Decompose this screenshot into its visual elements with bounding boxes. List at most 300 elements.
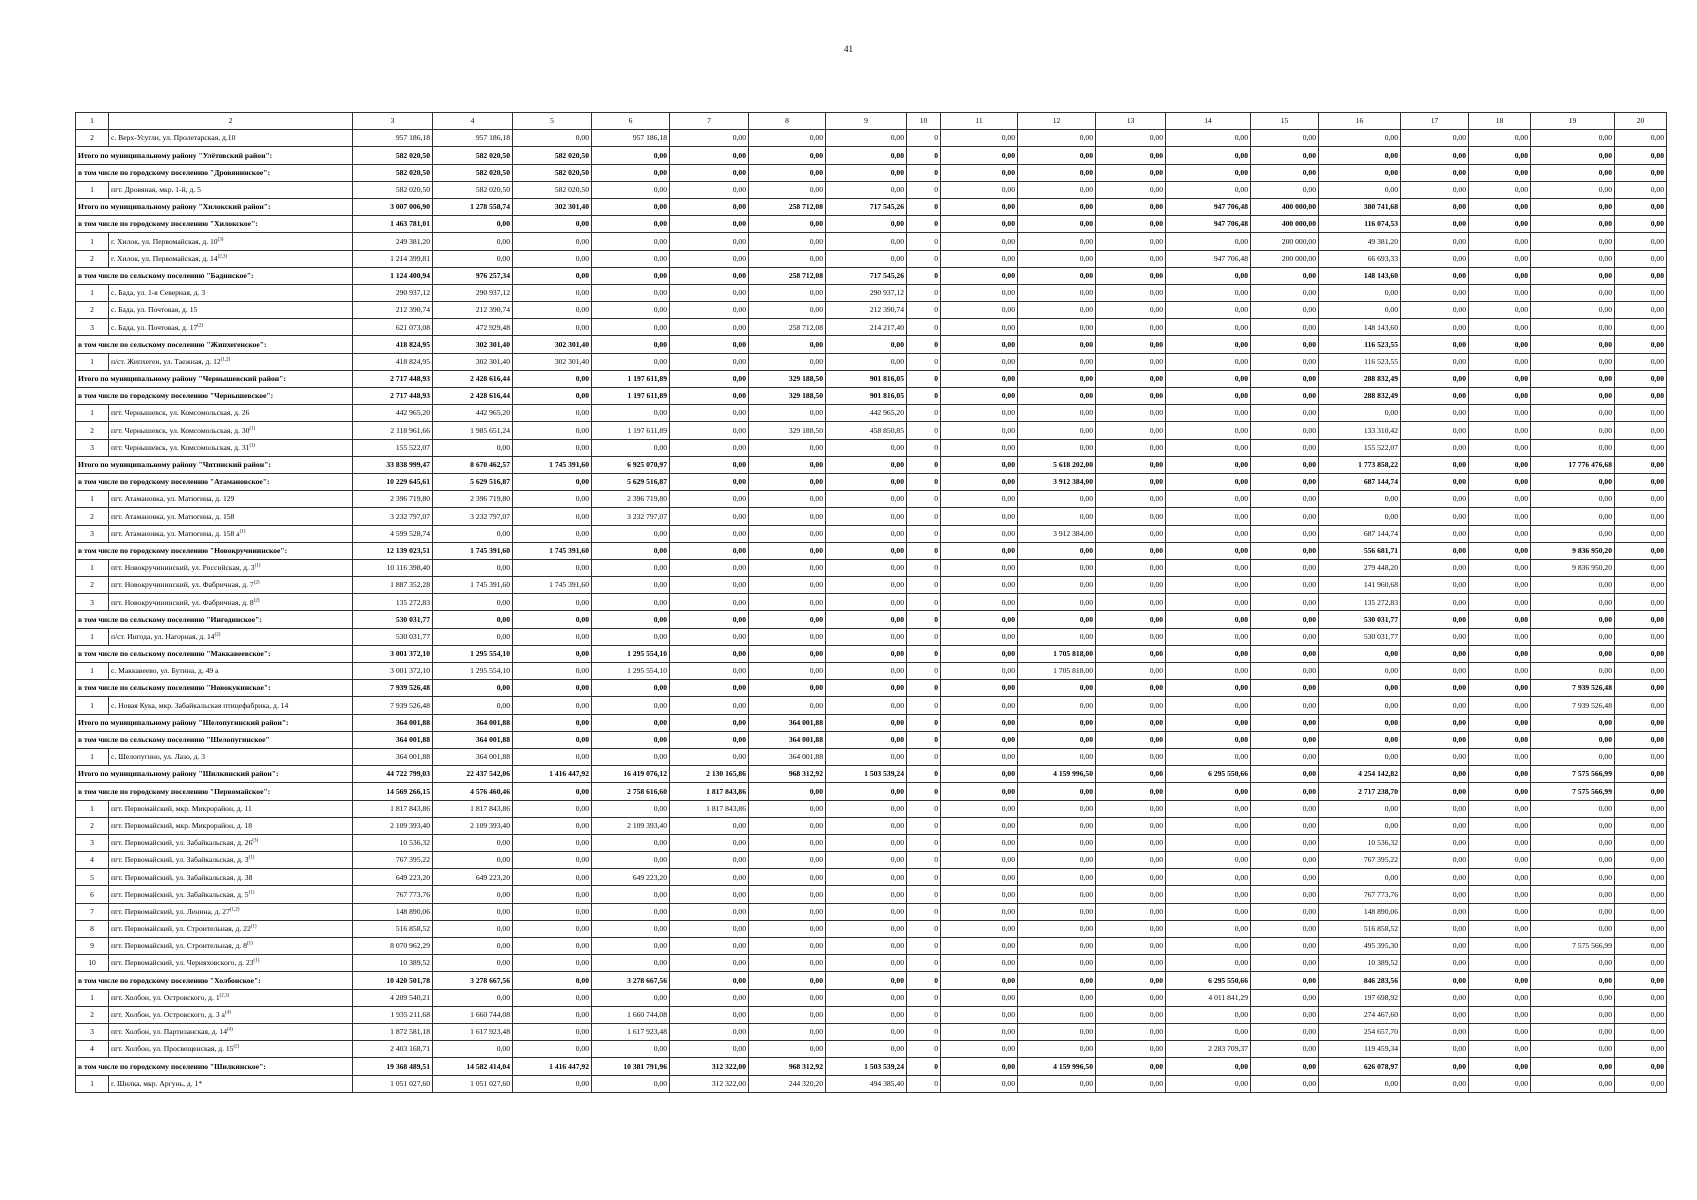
value-col-19: 0,00 (1531, 852, 1615, 869)
value-col-12: 0,00 (1018, 542, 1096, 559)
value-col-15: 0,00 (1251, 886, 1319, 903)
footnote-mark: (2,3) (219, 993, 230, 999)
value-col-20: 0,00 (1615, 198, 1667, 215)
value-col-15: 0,00 (1251, 147, 1319, 164)
value-col-14: 0,00 (1166, 903, 1251, 920)
column-header-1: 1 (76, 113, 109, 130)
value-col-7: 0,00 (670, 834, 749, 851)
value-col-11: 0,00 (941, 353, 1018, 370)
address-cell (109, 955, 353, 972)
address-cell (109, 439, 353, 456)
value-col-11: 0,00 (941, 594, 1018, 611)
subtotal-label: Итого по муниципальному району "Шилкинский район": (76, 766, 353, 783)
value-col-11: 0,00 (941, 147, 1018, 164)
value-col-4: 472 929,48 (433, 319, 513, 336)
value-col-17: 0,00 (1401, 508, 1469, 525)
value-col-19: 0,00 (1531, 370, 1615, 387)
value-col-12: 0,00 (1018, 800, 1096, 817)
value-col-8: 0,00 (749, 869, 826, 886)
value-col-20: 0,00 (1615, 783, 1667, 800)
value-col-8: 0,00 (749, 216, 826, 233)
value-col-14: 0,00 (1166, 1058, 1251, 1075)
value-col-13: 0,00 (1096, 817, 1166, 834)
value-col-6: 0,00 (592, 714, 670, 731)
value-col-7: 1 817 843,86 (670, 800, 749, 817)
value-col-11: 0,00 (941, 198, 1018, 215)
value-col-7: 0,00 (670, 542, 749, 559)
address-cell (109, 577, 353, 594)
value-col-5: 0,00 (513, 817, 592, 834)
value-col-13: 0,00 (1096, 1058, 1166, 1075)
value-col-3: 10 116 398,40 (353, 559, 433, 576)
subtotal-row (76, 1058, 1667, 1075)
value-col-5: 0,00 (513, 731, 592, 748)
value-col-9: 0,00 (826, 972, 907, 989)
value-col-17: 0,00 (1401, 1075, 1469, 1092)
value-col-14: 0,00 (1166, 697, 1251, 714)
value-col-7: 0,00 (670, 370, 749, 387)
value-col-14: 0,00 (1166, 577, 1251, 594)
row-number: 1 (76, 559, 109, 576)
value-col-12: 0,00 (1018, 972, 1096, 989)
value-col-14: 947 706,48 (1166, 216, 1251, 233)
value-col-6: 0,00 (592, 284, 670, 301)
value-col-14: 6 295 550,66 (1166, 766, 1251, 783)
value-col-12: 0,00 (1018, 336, 1096, 353)
value-col-6: 5 629 516,87 (592, 473, 670, 490)
value-col-17: 0,00 (1401, 388, 1469, 405)
value-col-20: 0,00 (1615, 697, 1667, 714)
value-col-9: 0,00 (826, 508, 907, 525)
value-col-18: 0,00 (1469, 508, 1531, 525)
row-number: 1 (76, 748, 109, 765)
value-col-6: 2 109 393,40 (592, 817, 670, 834)
value-col-4: 22 437 542,06 (433, 766, 513, 783)
value-col-3: 19 368 489,51 (353, 1058, 433, 1075)
value-col-4: 290 937,12 (433, 284, 513, 301)
value-col-12: 0,00 (1018, 388, 1096, 405)
footnote-mark: (1) (248, 890, 255, 896)
value-col-6: 2 758 616,60 (592, 783, 670, 800)
value-col-11: 0,00 (941, 748, 1018, 765)
value-col-18: 0,00 (1469, 903, 1531, 920)
value-col-20: 0,00 (1615, 302, 1667, 319)
value-col-20: 0,00 (1615, 852, 1667, 869)
address-cell (109, 1006, 353, 1023)
value-col-20: 0,00 (1615, 663, 1667, 680)
value-col-6: 0,00 (592, 834, 670, 851)
value-col-9: 0,00 (826, 611, 907, 628)
value-col-14: 0,00 (1166, 491, 1251, 508)
value-col-19: 0,00 (1531, 663, 1615, 680)
value-col-8: 0,00 (749, 542, 826, 559)
address-cell (109, 559, 353, 576)
value-col-8: 968 312,92 (749, 1058, 826, 1075)
value-col-15: 0,00 (1251, 130, 1319, 147)
value-col-16: 530 031,77 (1319, 611, 1401, 628)
value-col-13: 0,00 (1096, 748, 1166, 765)
value-col-14: 0,00 (1166, 834, 1251, 851)
value-col-20: 0,00 (1615, 800, 1667, 817)
table-row (76, 130, 1667, 147)
column-header-3: 3 (353, 113, 433, 130)
value-col-14: 0,00 (1166, 1006, 1251, 1023)
value-col-6: 2 396 719,80 (592, 491, 670, 508)
value-col-20: 0,00 (1615, 491, 1667, 508)
value-col-3: 10 536,32 (353, 834, 433, 851)
value-col-14: 0,00 (1166, 886, 1251, 903)
value-col-18: 0,00 (1469, 216, 1531, 233)
value-col-10: 0 (907, 594, 941, 611)
value-col-9: 717 545,26 (826, 267, 907, 284)
value-col-4: 1 278 558,74 (433, 198, 513, 215)
value-col-10: 0 (907, 680, 941, 697)
address-cell (109, 817, 353, 834)
value-col-5: 1 745 391,60 (513, 542, 592, 559)
value-col-8: 329 188,50 (749, 422, 826, 439)
value-col-17: 0,00 (1401, 491, 1469, 508)
value-col-12: 0,00 (1018, 594, 1096, 611)
value-col-14: 0,00 (1166, 508, 1251, 525)
value-col-12: 0,00 (1018, 370, 1096, 387)
value-col-19: 7 575 566,99 (1531, 783, 1615, 800)
value-col-3: 4 209 540,21 (353, 989, 433, 1006)
value-col-8: 0,00 (749, 302, 826, 319)
value-col-20: 0,00 (1615, 559, 1667, 576)
value-col-10: 0 (907, 198, 941, 215)
value-col-15: 0,00 (1251, 1006, 1319, 1023)
value-col-9: 0,00 (826, 903, 907, 920)
value-col-18: 0,00 (1469, 491, 1531, 508)
value-col-4: 0,00 (433, 628, 513, 645)
value-col-9: 901 816,05 (826, 388, 907, 405)
column-header-15: 15 (1251, 113, 1319, 130)
value-col-6: 0,00 (592, 852, 670, 869)
column-header-16: 16 (1319, 113, 1401, 130)
value-col-5: 0,00 (513, 216, 592, 233)
value-col-12: 0,00 (1018, 164, 1096, 181)
footnote-mark: (1,2) (220, 357, 231, 363)
value-col-15: 0,00 (1251, 594, 1319, 611)
value-col-15: 0,00 (1251, 525, 1319, 542)
value-col-18: 0,00 (1469, 852, 1531, 869)
value-col-8: 329 188,50 (749, 388, 826, 405)
address-cell (109, 525, 353, 542)
table-row (76, 920, 1667, 937)
row-number: 1 (76, 1075, 109, 1092)
column-header-13: 13 (1096, 113, 1166, 130)
value-col-9: 0,00 (826, 542, 907, 559)
address-text: пгт. Чернышевск, ул. Комсомольская, д. 26 (111, 408, 250, 418)
value-col-11: 0,00 (941, 663, 1018, 680)
value-col-3: 364 001,88 (353, 714, 433, 731)
value-col-7: 0,00 (670, 577, 749, 594)
value-col-20: 0,00 (1615, 284, 1667, 301)
footnote-mark: (4) (227, 1027, 233, 1033)
value-col-11: 0,00 (941, 628, 1018, 645)
subtotal-label: Итого по муниципальному району "Улётовский район": (76, 147, 353, 164)
row-number: 2 (76, 422, 109, 439)
value-col-16: 380 741,68 (1319, 198, 1401, 215)
value-col-18: 0,00 (1469, 955, 1531, 972)
value-col-10: 0 (907, 181, 941, 198)
value-col-12: 0,00 (1018, 250, 1096, 267)
value-col-12: 0,00 (1018, 559, 1096, 576)
value-col-17: 0,00 (1401, 869, 1469, 886)
value-col-10: 0 (907, 645, 941, 662)
value-col-6: 1 197 611,89 (592, 422, 670, 439)
value-col-4: 8 670 462,57 (433, 456, 513, 473)
value-col-9: 0,00 (826, 800, 907, 817)
value-col-16: 0,00 (1319, 663, 1401, 680)
value-col-17: 0,00 (1401, 319, 1469, 336)
table-row (76, 353, 1667, 370)
value-col-6: 0,00 (592, 886, 670, 903)
address-text: г. Хилок, ул. Первомайская, д. 10 (111, 236, 218, 246)
value-col-10: 0 (907, 542, 941, 559)
value-col-20: 0,00 (1615, 353, 1667, 370)
value-col-10: 0 (907, 1041, 941, 1058)
value-col-3: 1 463 781,01 (353, 216, 433, 233)
value-col-12: 0,00 (1018, 353, 1096, 370)
row-number: 1 (76, 628, 109, 645)
address-text: пгт. Дровяная, мкр. 1-й, д. 5 (111, 185, 201, 195)
value-col-4: 0,00 (433, 216, 513, 233)
value-col-19: 0,00 (1531, 216, 1615, 233)
value-col-4: 1 295 554,10 (433, 663, 513, 680)
value-col-19: 0,00 (1531, 422, 1615, 439)
table-row (76, 869, 1667, 886)
value-col-19: 0,00 (1531, 972, 1615, 989)
value-col-7: 0,00 (670, 886, 749, 903)
value-col-10: 0 (907, 817, 941, 834)
value-col-10: 0 (907, 233, 941, 250)
value-col-9: 0,00 (826, 852, 907, 869)
value-col-11: 0,00 (941, 903, 1018, 920)
value-col-3: 364 001,88 (353, 748, 433, 765)
value-col-17: 0,00 (1401, 611, 1469, 628)
value-col-13: 0,00 (1096, 1006, 1166, 1023)
address-cell (109, 233, 353, 250)
value-col-16: 288 832,49 (1319, 388, 1401, 405)
value-col-13: 0,00 (1096, 284, 1166, 301)
value-col-13: 0,00 (1096, 559, 1166, 576)
value-col-20: 0,00 (1615, 439, 1667, 456)
value-col-16: 148 143,60 (1319, 319, 1401, 336)
value-col-10: 0 (907, 731, 941, 748)
value-col-16: 0,00 (1319, 284, 1401, 301)
value-col-12: 0,00 (1018, 577, 1096, 594)
value-col-13: 0,00 (1096, 972, 1166, 989)
value-col-6: 0,00 (592, 903, 670, 920)
address-cell (109, 903, 353, 920)
value-col-15: 0,00 (1251, 611, 1319, 628)
value-col-14: 0,00 (1166, 817, 1251, 834)
value-col-18: 0,00 (1469, 817, 1531, 834)
value-col-3: 2 118 961,66 (353, 422, 433, 439)
value-col-7: 0,00 (670, 955, 749, 972)
value-col-7: 0,00 (670, 938, 749, 955)
value-col-7: 0,00 (670, 164, 749, 181)
value-col-16: 0,00 (1319, 800, 1401, 817)
table-row (76, 181, 1667, 198)
value-col-15: 0,00 (1251, 577, 1319, 594)
value-col-11: 0,00 (941, 1041, 1018, 1058)
value-col-14: 0,00 (1166, 783, 1251, 800)
value-col-17: 0,00 (1401, 525, 1469, 542)
value-col-17: 0,00 (1401, 1006, 1469, 1023)
value-col-11: 0,00 (941, 783, 1018, 800)
value-col-14: 0,00 (1166, 714, 1251, 731)
value-col-12: 0,00 (1018, 439, 1096, 456)
value-col-12: 3 912 384,00 (1018, 525, 1096, 542)
value-col-8: 0,00 (749, 817, 826, 834)
value-col-9: 0,00 (826, 748, 907, 765)
row-number: 1 (76, 800, 109, 817)
value-col-14: 4 011 841,29 (1166, 989, 1251, 1006)
value-col-5: 0,00 (513, 903, 592, 920)
value-col-7: 0,00 (670, 198, 749, 215)
value-col-17: 0,00 (1401, 353, 1469, 370)
value-col-20: 0,00 (1615, 1006, 1667, 1023)
value-col-4: 957 186,18 (433, 130, 513, 147)
value-col-6: 0,00 (592, 542, 670, 559)
value-col-20: 0,00 (1615, 628, 1667, 645)
address-cell (109, 284, 353, 301)
value-col-16: 279 448,20 (1319, 559, 1401, 576)
value-col-9: 0,00 (826, 869, 907, 886)
value-col-10: 0 (907, 370, 941, 387)
value-col-19: 0,00 (1531, 714, 1615, 731)
value-col-16: 4 254 142,82 (1319, 766, 1401, 783)
value-col-6: 0,00 (592, 250, 670, 267)
value-col-14: 0,00 (1166, 439, 1251, 456)
value-col-15: 400 000,00 (1251, 216, 1319, 233)
value-col-5: 582 020,50 (513, 147, 592, 164)
row-number: 4 (76, 1041, 109, 1058)
value-col-17: 0,00 (1401, 731, 1469, 748)
row-number: 2 (76, 302, 109, 319)
value-col-5: 0,00 (513, 783, 592, 800)
value-col-19: 0,00 (1531, 405, 1615, 422)
value-col-18: 0,00 (1469, 731, 1531, 748)
value-col-17: 0,00 (1401, 680, 1469, 697)
value-col-9: 0,00 (826, 731, 907, 748)
value-col-20: 0,00 (1615, 714, 1667, 731)
address-text: пгт. Атамановка, ул. Матюгина, д. 158 а (111, 528, 240, 538)
footnote-mark: (2) (214, 632, 221, 638)
value-col-17: 0,00 (1401, 439, 1469, 456)
value-col-9: 0,00 (826, 130, 907, 147)
value-col-19: 0,00 (1531, 439, 1615, 456)
value-col-16: 141 960,68 (1319, 577, 1401, 594)
value-col-3: 44 722 799,03 (353, 766, 433, 783)
value-col-15: 0,00 (1251, 800, 1319, 817)
value-col-7: 0,00 (670, 869, 749, 886)
row-number: 10 (76, 955, 109, 972)
value-col-16: 0,00 (1319, 748, 1401, 765)
value-col-8: 0,00 (749, 852, 826, 869)
value-col-10: 0 (907, 955, 941, 972)
value-col-3: 3 232 797,07 (353, 508, 433, 525)
value-col-5: 0,00 (513, 319, 592, 336)
value-col-17: 0,00 (1401, 989, 1469, 1006)
value-col-9: 0,00 (826, 439, 907, 456)
value-col-16: 0,00 (1319, 491, 1401, 508)
value-col-10: 0 (907, 267, 941, 284)
value-col-10: 0 (907, 697, 941, 714)
value-col-17: 0,00 (1401, 714, 1469, 731)
table-row (76, 938, 1667, 955)
value-col-19: 0,00 (1531, 577, 1615, 594)
value-col-9: 1 503 539,24 (826, 1058, 907, 1075)
value-col-18: 0,00 (1469, 336, 1531, 353)
value-col-20: 0,00 (1615, 216, 1667, 233)
value-col-18: 0,00 (1469, 559, 1531, 576)
subtotal-row (76, 542, 1667, 559)
value-col-19: 0,00 (1531, 508, 1615, 525)
address-text: г. Шилка, мкр. Аргунь, д. 1* (111, 1078, 203, 1088)
value-col-20: 0,00 (1615, 542, 1667, 559)
footnote-mark: (2) (253, 580, 260, 586)
value-col-15: 0,00 (1251, 645, 1319, 662)
value-col-15: 0,00 (1251, 181, 1319, 198)
value-col-3: 442 965,20 (353, 405, 433, 422)
value-col-12: 0,00 (1018, 302, 1096, 319)
value-col-3: 4 599 528,74 (353, 525, 433, 542)
row-number: 1 (76, 284, 109, 301)
value-col-7: 0,00 (670, 233, 749, 250)
address-text: пгт. Первомайский, ул. Забайкальская, д. 3 (111, 855, 249, 865)
value-col-14: 0,00 (1166, 405, 1251, 422)
row-number: 4 (76, 852, 109, 869)
value-col-12: 0,00 (1018, 422, 1096, 439)
value-col-3: 10 389,52 (353, 955, 433, 972)
value-col-8: 0,00 (749, 783, 826, 800)
value-col-19: 0,00 (1531, 920, 1615, 937)
value-col-9: 0,00 (826, 559, 907, 576)
value-col-20: 0,00 (1615, 920, 1667, 937)
value-col-13: 0,00 (1096, 628, 1166, 645)
value-col-11: 0,00 (941, 1023, 1018, 1040)
value-col-10: 0 (907, 336, 941, 353)
value-col-18: 0,00 (1469, 680, 1531, 697)
value-col-11: 0,00 (941, 834, 1018, 851)
value-col-19: 0,00 (1531, 336, 1615, 353)
value-col-9: 0,00 (826, 491, 907, 508)
value-col-14: 6 295 550,66 (1166, 972, 1251, 989)
value-col-12: 0,00 (1018, 1023, 1096, 1040)
value-col-18: 0,00 (1469, 1006, 1531, 1023)
value-col-12: 0,00 (1018, 920, 1096, 937)
value-col-8: 0,00 (749, 559, 826, 576)
value-col-20: 0,00 (1615, 955, 1667, 972)
row-number: 3 (76, 594, 109, 611)
value-col-18: 0,00 (1469, 989, 1531, 1006)
value-col-9: 0,00 (826, 473, 907, 490)
value-col-11: 0,00 (941, 1058, 1018, 1075)
table-row (76, 422, 1667, 439)
value-col-9: 0,00 (826, 353, 907, 370)
value-col-14: 0,00 (1166, 852, 1251, 869)
value-col-11: 0,00 (941, 697, 1018, 714)
value-col-12: 0,00 (1018, 267, 1096, 284)
value-col-13: 0,00 (1096, 130, 1166, 147)
value-col-12: 1 705 818,00 (1018, 663, 1096, 680)
value-col-13: 0,00 (1096, 1023, 1166, 1040)
value-col-6: 0,00 (592, 216, 670, 233)
value-col-14: 0,00 (1166, 663, 1251, 680)
